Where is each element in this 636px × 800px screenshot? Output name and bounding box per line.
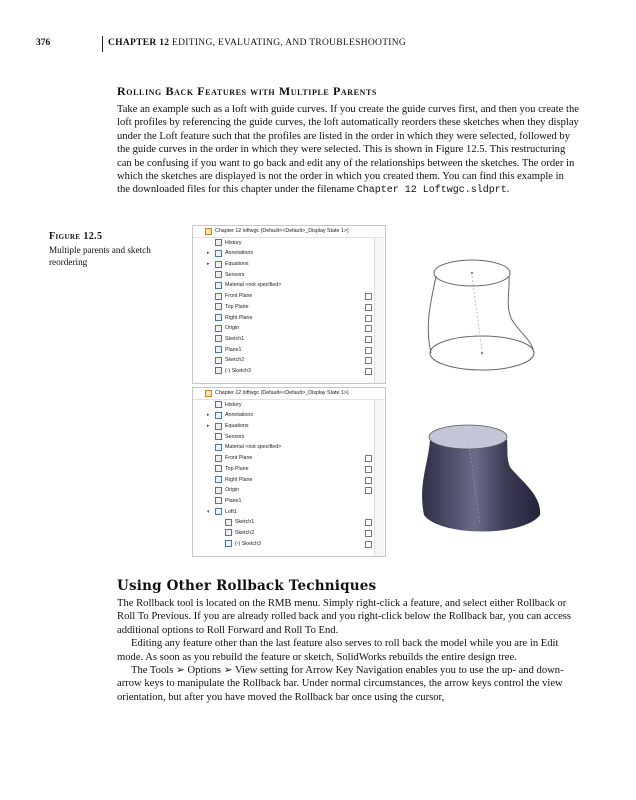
tree-item-label: Loft1 <box>225 508 237 515</box>
solid-body <box>422 440 540 532</box>
tree-item-label: Sensors <box>225 271 245 278</box>
tree-item-label: Right Plane <box>225 476 253 483</box>
tree-item-label: Plane1 <box>225 497 242 504</box>
top-center-point <box>471 272 473 274</box>
tree-item[interactable] <box>193 238 385 249</box>
left-guide-curve <box>428 276 436 353</box>
page-number: 376 <box>36 38 51 48</box>
running-header <box>36 36 596 52</box>
reference-icon <box>365 455 372 462</box>
plane-icon <box>215 314 222 321</box>
chapter-title: EDITING, EVALUATING, AND TROUBLESHOOTING <box>172 38 407 48</box>
section2-body <box>117 597 579 704</box>
paragraph-loft-example <box>117 103 579 198</box>
section-heading-rolling-back: Rolling Back Features with Multiple Parents <box>117 84 377 98</box>
sketch-icon <box>215 335 222 342</box>
reference-icon <box>365 357 372 364</box>
feature-tree-after <box>192 387 386 557</box>
tree-item-label: (-) Sketch3 <box>225 367 251 374</box>
annotations-icon <box>215 412 222 419</box>
expander-icon[interactable]: ▸ <box>207 261 210 268</box>
tree-item-label: Origin <box>225 325 240 332</box>
plane-icon <box>215 293 222 300</box>
center-axis <box>472 276 482 350</box>
reference-icon <box>365 530 372 537</box>
reference-icon <box>365 336 372 343</box>
tree-item[interactable] <box>193 366 385 377</box>
expander-icon[interactable]: ▸ <box>207 250 210 257</box>
origin-icon <box>215 325 222 332</box>
tree-item-label: Material <not specified> <box>225 282 282 289</box>
feature-tree-before <box>192 225 386 384</box>
loft-icon <box>215 508 222 515</box>
part-icon <box>205 228 212 235</box>
plane-icon <box>215 497 222 504</box>
sensors-icon <box>215 271 222 278</box>
tree-item[interactable] <box>193 323 385 334</box>
tree-item-label: Equations <box>225 423 249 430</box>
history-icon <box>215 401 222 408</box>
figure-caption <box>49 231 169 269</box>
tree-item[interactable] <box>193 291 385 302</box>
part-icon <box>205 390 212 397</box>
sensors-icon <box>215 433 222 440</box>
tree-item[interactable] <box>193 334 385 345</box>
paragraph-rollback-tool: The Rollback tool is located on the RMB menu. Simply right-click a feature, and select either Rollback or Roll To Previous. If you are already rolled back and you right-click below the Rollback bar, you can access additional options to Roll Forward and Roll To End. <box>117 598 572 636</box>
tree-item[interactable] <box>193 464 385 475</box>
tree-item[interactable] <box>193 475 385 486</box>
equations-icon <box>215 261 222 268</box>
tree-item[interactable] <box>193 528 385 539</box>
tree-item-label: Sketch1 <box>225 335 245 342</box>
tree-item[interactable] <box>193 453 385 464</box>
tree-item[interactable] <box>193 400 385 411</box>
history-icon <box>215 239 222 246</box>
tree-item[interactable] <box>193 421 385 432</box>
bottom-center-point <box>481 352 483 354</box>
tree-item-label: Annotations <box>225 250 253 257</box>
expander-icon[interactable]: ▾ <box>207 508 210 515</box>
tree-item-label: Top Plane <box>225 465 249 472</box>
sketch-icon <box>215 367 222 374</box>
expander-icon[interactable]: ▸ <box>207 423 210 430</box>
tree-item[interactable] <box>193 345 385 356</box>
reference-icon <box>365 347 372 354</box>
tree-item[interactable] <box>193 270 385 281</box>
paragraph-end: . <box>506 184 510 196</box>
header-divider <box>102 36 103 52</box>
tree-item-label: Chapter 12 loftwgc (Default<<Default>_Display State 1>) <box>215 228 349 234</box>
origin-icon <box>215 487 222 494</box>
tree-item-label: Front Plane <box>225 293 253 300</box>
tree-item-label: History <box>225 239 242 246</box>
material-icon <box>215 444 222 451</box>
plane-icon <box>215 455 222 462</box>
plane-icon <box>215 303 222 310</box>
paragraph-arrow-keys: The Tools ➢ Options ➢ View setting for Arrow Key Navigation enables you to use the up- and down-arrow keys to manipulate the Rollback bar. Under normal circumstances, the arrow keys control the view orientation, but after you have moved the Rollback bar once using the cursor, <box>117 665 564 703</box>
reference-icon <box>365 487 372 494</box>
tree-item[interactable] <box>193 313 385 324</box>
tree-item[interactable] <box>193 259 385 270</box>
filename-code: Chapter 12 Loftwgc.sldprt <box>356 185 507 197</box>
sketch-icon <box>215 357 222 364</box>
reference-icon <box>365 541 372 548</box>
tree-item-label: Plane1 <box>225 346 242 353</box>
reference-icon <box>365 477 372 484</box>
tree-item[interactable] <box>193 496 385 507</box>
tree-item[interactable] <box>193 302 385 313</box>
tree-item-label: Sensors <box>225 433 245 440</box>
tree-item-label: Sketch2 <box>235 529 255 536</box>
tree-item[interactable] <box>193 442 385 453</box>
tree-item-label: Right Plane <box>225 314 253 321</box>
plane-icon <box>215 465 222 472</box>
tree-item-label: Annotations <box>225 412 253 419</box>
tree-item[interactable] <box>193 248 385 259</box>
tree-item[interactable] <box>193 432 385 443</box>
tree-item-label: Sketch2 <box>225 357 245 364</box>
tree-item[interactable] <box>193 517 385 528</box>
reference-icon <box>365 304 372 311</box>
solid-svg <box>410 395 560 555</box>
section-heading-other-rollback: Using Other Rollback Techniques <box>117 578 377 594</box>
tree-item[interactable] <box>193 507 385 518</box>
chapter-label: CHAPTER 12 <box>108 38 170 48</box>
reference-icon <box>365 325 372 332</box>
reference-icon <box>365 315 372 322</box>
annotations-icon <box>215 250 222 257</box>
figure-caption-text: Multiple parents and sketch reordering <box>49 244 151 267</box>
tree-root-item[interactable] <box>193 388 385 400</box>
paragraph-edit-mode: Editing any feature other than the last feature also serves to roll back the model while you are in Edit mode. As soon as you rebuild the feature or sketch, SolidWorks rebuilds the entire design tree. <box>117 638 559 663</box>
tree-root-item[interactable] <box>193 226 385 238</box>
loft-wireframe-illustration <box>410 228 560 386</box>
tree-item-label: (-) Sketch3 <box>235 540 261 547</box>
tree-item-label: Top Plane <box>225 303 249 310</box>
paragraph-text: Take an example such as a loft with guide curves. If you create the guide curves first, and then you create the loft profiles by referencing the guide curves, the loft automatically reorders these sketches when they display under the Loft feature such that the profiles are listed in the order in which they were selected, followed by the guide curves in the order in which they were selected. This is shown in Figure 12.5. This restructuring can be confusing if you want to go back and edit any of the relationships between the sketches. The order in which the sketches are displayed is not the order in which you created them. You can find this example in the downloaded files for this chapter under the filename <box>117 104 579 196</box>
plane-icon <box>215 346 222 353</box>
tree-item[interactable] <box>193 485 385 496</box>
tree-item-label: Front Plane <box>225 455 253 462</box>
material-icon <box>215 282 222 289</box>
tree-item-label: History <box>225 401 242 408</box>
reference-icon <box>365 293 372 300</box>
reference-icon <box>365 368 372 375</box>
tree-item[interactable] <box>193 410 385 421</box>
reference-icon <box>365 466 372 473</box>
plane-icon <box>215 476 222 483</box>
sketch-icon <box>225 529 232 536</box>
tree-item-label: Equations <box>225 261 249 268</box>
tree-item[interactable] <box>193 539 385 550</box>
tree-item-label: Origin <box>225 487 240 494</box>
tree-item-label: Chapter 12 loftwgc (Default<<Default>_Display State 1>) <box>215 390 349 396</box>
loft-solid-illustration <box>410 395 560 555</box>
sketch-icon <box>225 519 232 526</box>
equations-icon <box>215 423 222 430</box>
tree-item[interactable] <box>193 355 385 366</box>
tree-item-label: Material <not specified> <box>225 444 282 451</box>
sketch-icon <box>225 540 232 547</box>
expander-icon[interactable]: ▸ <box>207 412 210 419</box>
wireframe-svg <box>410 228 560 386</box>
figure-label: Figure 12.5 <box>49 231 103 242</box>
reference-icon <box>365 519 372 526</box>
tree-item-label: Sketch1 <box>235 519 255 526</box>
tree-item[interactable] <box>193 280 385 291</box>
